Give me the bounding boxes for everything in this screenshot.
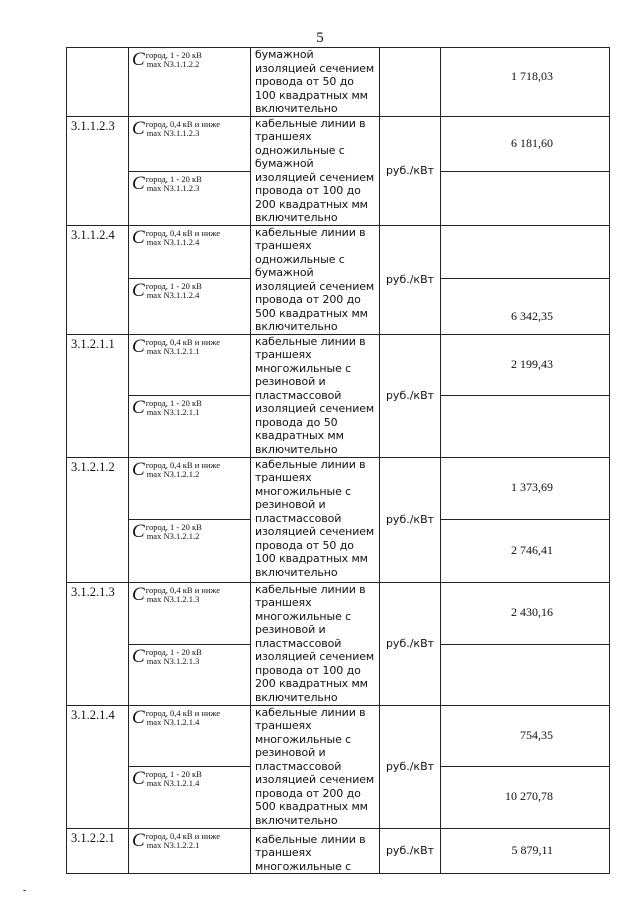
table-row xyxy=(67,116,610,171)
row-unit: руб./кВт xyxy=(380,828,441,874)
row-value: 2 430,16 xyxy=(441,582,610,644)
row-unit: руб./кВт xyxy=(380,225,441,334)
tariff-symbol: C город, 0,4 кВ и ниже max N3.1.2.1.2 xyxy=(132,458,221,480)
row-description: кабельные линии в траншеях многожильные с резиновой и пластмассовой изоляцией сечением провода от 200 до 500 квадратных мм включительно xyxy=(251,705,380,828)
table-row xyxy=(67,828,610,874)
tariff-symbol: C город, 0,4 кВ и ниже max N3.1.2.1.1 xyxy=(132,335,221,357)
row-description: кабельные линии в траншеях многожильные с xyxy=(251,828,380,874)
row-value: 6 342,35 xyxy=(441,278,610,334)
tariff-symbol: C город, 0,4 кВ и ниже max N3.1.1.2.4 xyxy=(132,226,221,248)
row-value: 10 270,78 xyxy=(441,766,610,828)
row-description: кабельные линии в траншеях одножильные с бумажной изоляцией сечением провода от 200 до 500 квадратных мм включительно xyxy=(251,225,380,334)
row-unit xyxy=(380,48,441,117)
tariff-symbol: C город, 1 - 20 кВ max N3.1.1.2.4 xyxy=(132,279,202,301)
tariff-symbol: C город, 1 - 20 кВ max N3.1.1.2.3 xyxy=(132,172,202,194)
tariff-symbol: C город, 0,4 кВ и ниже max N3.1.1.2.3 xyxy=(132,117,221,139)
tariff-symbol: C город, 0,4 кВ и ниже max N3.1.2.1.4 xyxy=(132,706,221,728)
page-number: 5 xyxy=(316,30,324,46)
row-description: кабельные линии в траншеях многожильные с резиновой и пластмассовой изоляцией сечением провода от 100 до 200 квадратных мм включительно xyxy=(251,582,380,705)
row-unit: руб./кВт xyxy=(380,457,441,582)
scan-mark: - xyxy=(23,885,27,896)
row-unit: руб./кВт xyxy=(380,582,441,705)
row-description: кабельные линии в траншеях многожильные с резиновой и пластмассовой изоляцией сечением провода до 50 квадратных мм включительно xyxy=(251,334,380,457)
row-code: 3.1.1.2.4 xyxy=(67,225,129,334)
row-code: 3.1.2.1.2 xyxy=(67,457,129,582)
row-value xyxy=(441,395,610,457)
row-code xyxy=(67,48,129,117)
row-value xyxy=(441,225,610,278)
tariff-table xyxy=(66,47,610,874)
row-value: 2 746,41 xyxy=(441,519,610,582)
tariff-symbol: C город, 1 - 20 кВ max N3.1.2.1.3 xyxy=(132,645,202,667)
row-unit: руб./кВт xyxy=(380,705,441,828)
row-value xyxy=(441,644,610,705)
row-description: бумажной изоляцией сечением провода от 50 до 100 квадратных мм включительно xyxy=(251,48,380,117)
tariff-symbol: C город, 1 - 20 кВ max N3.1.2.1.4 xyxy=(132,767,202,789)
tariff-symbol: C город, 0,4 кВ и ниже max N3.1.2.1.3 xyxy=(132,583,221,605)
table-row xyxy=(67,457,610,519)
row-unit: руб./кВт xyxy=(380,334,441,457)
row-value: 2 199,43 xyxy=(441,334,610,395)
row-description: кабельные линии в траншеях многожильные с резиновой и пластмассовой изоляцией сечением провода от 50 до 100 квадратных мм включительно xyxy=(251,457,380,582)
tariff-symbol: C город, 0,4 кВ и ниже max N3.1.2.2.1 xyxy=(132,829,221,851)
row-value: 1 718,03 xyxy=(441,48,610,117)
row-value xyxy=(441,171,610,225)
row-code: 3.1.2.1.4 xyxy=(67,705,129,828)
row-value: 5 879,11 xyxy=(441,828,610,874)
table-row xyxy=(67,225,610,278)
table-row xyxy=(67,582,610,644)
row-value: 1 373,69 xyxy=(441,457,610,519)
row-unit: руб./кВт xyxy=(380,116,441,225)
table-row xyxy=(67,48,610,117)
row-value: 754,35 xyxy=(441,705,610,766)
table-row xyxy=(67,334,610,395)
row-description: кабельные линии в траншеях одножильные с бумажной изоляцией сечением провода от 100 до 200 квадратных мм включительно xyxy=(251,116,380,225)
row-code: 3.1.2.1.1 xyxy=(67,334,129,457)
row-code: 3.1.2.1.3 xyxy=(67,582,129,705)
row-code: 3.1.2.2.1 xyxy=(67,828,129,874)
tariff-symbol: C город, 1 - 20 кВ max N3.1.1.2.2 xyxy=(132,49,202,70)
tariff-symbol: C город, 1 - 20 кВ max N3.1.2.1.1 xyxy=(132,396,202,418)
row-code: 3.1.1.2.3 xyxy=(67,116,129,225)
row-value: 6 181,60 xyxy=(441,116,610,171)
tariff-symbol: C город, 1 - 20 кВ max N3.1.2.1.2 xyxy=(132,520,202,542)
table-row xyxy=(67,705,610,766)
